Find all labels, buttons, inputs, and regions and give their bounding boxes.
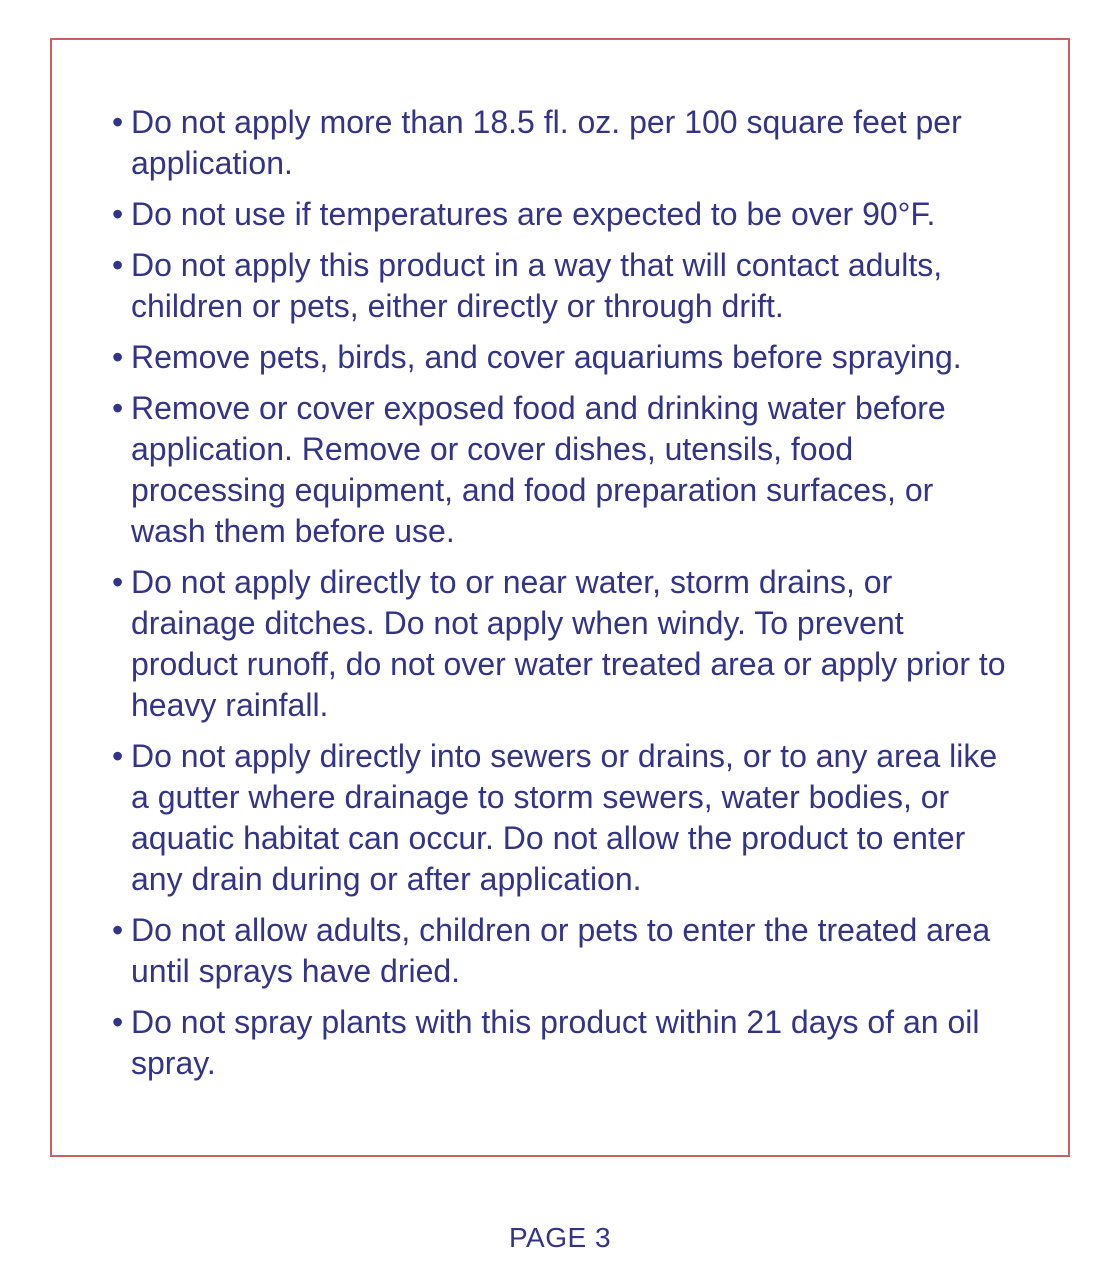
precaution-text: Do not allow adults, children or pets to enter the treated area until sprays have dried. [131, 912, 991, 989]
precaution-item [112, 736, 1016, 900]
precaution-item [112, 194, 1016, 235]
precaution-item [112, 562, 1016, 726]
precautions-list [112, 102, 1016, 1084]
label-border-box [50, 38, 1070, 1157]
precaution-text: Do not apply directly into sewers or drains, or to any area like a gutter where drainage to storm sewers, water bodies, or aquatic habitat can occur. Do not allow the product to enter any drain during or after application. [131, 738, 998, 897]
precaution-item [112, 910, 1016, 992]
precaution-text: Do not use if temperatures are expected to be over 90°F. [131, 196, 936, 232]
page-number: PAGE 3 [508, 1222, 612, 1253]
precaution-item [112, 102, 1016, 184]
precaution-text: Do not apply more than 18.5 fl. oz. per 100 square feet per application. [131, 104, 962, 181]
precaution-text: Remove pets, birds, and cover aquariums before spraying. [131, 339, 962, 375]
precaution-item [112, 245, 1016, 327]
precaution-text: Remove or cover exposed food and drinking water before application. Remove or cover dishes, utensils, food processing equipment, and food preparation surfaces, or wash them before use. [131, 390, 946, 549]
bullet-icon: • [112, 247, 124, 283]
precaution-text: Do not spray plants with this product within 21 days of an oil spray. [131, 1004, 980, 1081]
precaution-item [112, 337, 1016, 378]
precaution-text: Do not apply this product in a way that will contact adults, children or pets, either directly or through drift. [131, 247, 943, 324]
precaution-text: Do not apply directly to or near water, storm drains, or drainage ditches. Do not apply when windy. To prevent product runoff, do not over water treated area or apply prior to heavy rainfall. [131, 564, 1006, 723]
bullet-icon: • [112, 390, 124, 426]
bullet-icon: • [112, 1004, 124, 1040]
page-footer [50, 1222, 1070, 1254]
bullet-icon: • [112, 564, 124, 600]
bullet-icon: • [112, 196, 124, 232]
bullet-icon: • [112, 339, 124, 375]
bullet-icon: • [112, 104, 124, 140]
precaution-item [112, 1002, 1016, 1084]
bullet-icon: • [112, 912, 124, 948]
precaution-item [112, 388, 1016, 552]
bullet-icon: • [112, 738, 124, 774]
